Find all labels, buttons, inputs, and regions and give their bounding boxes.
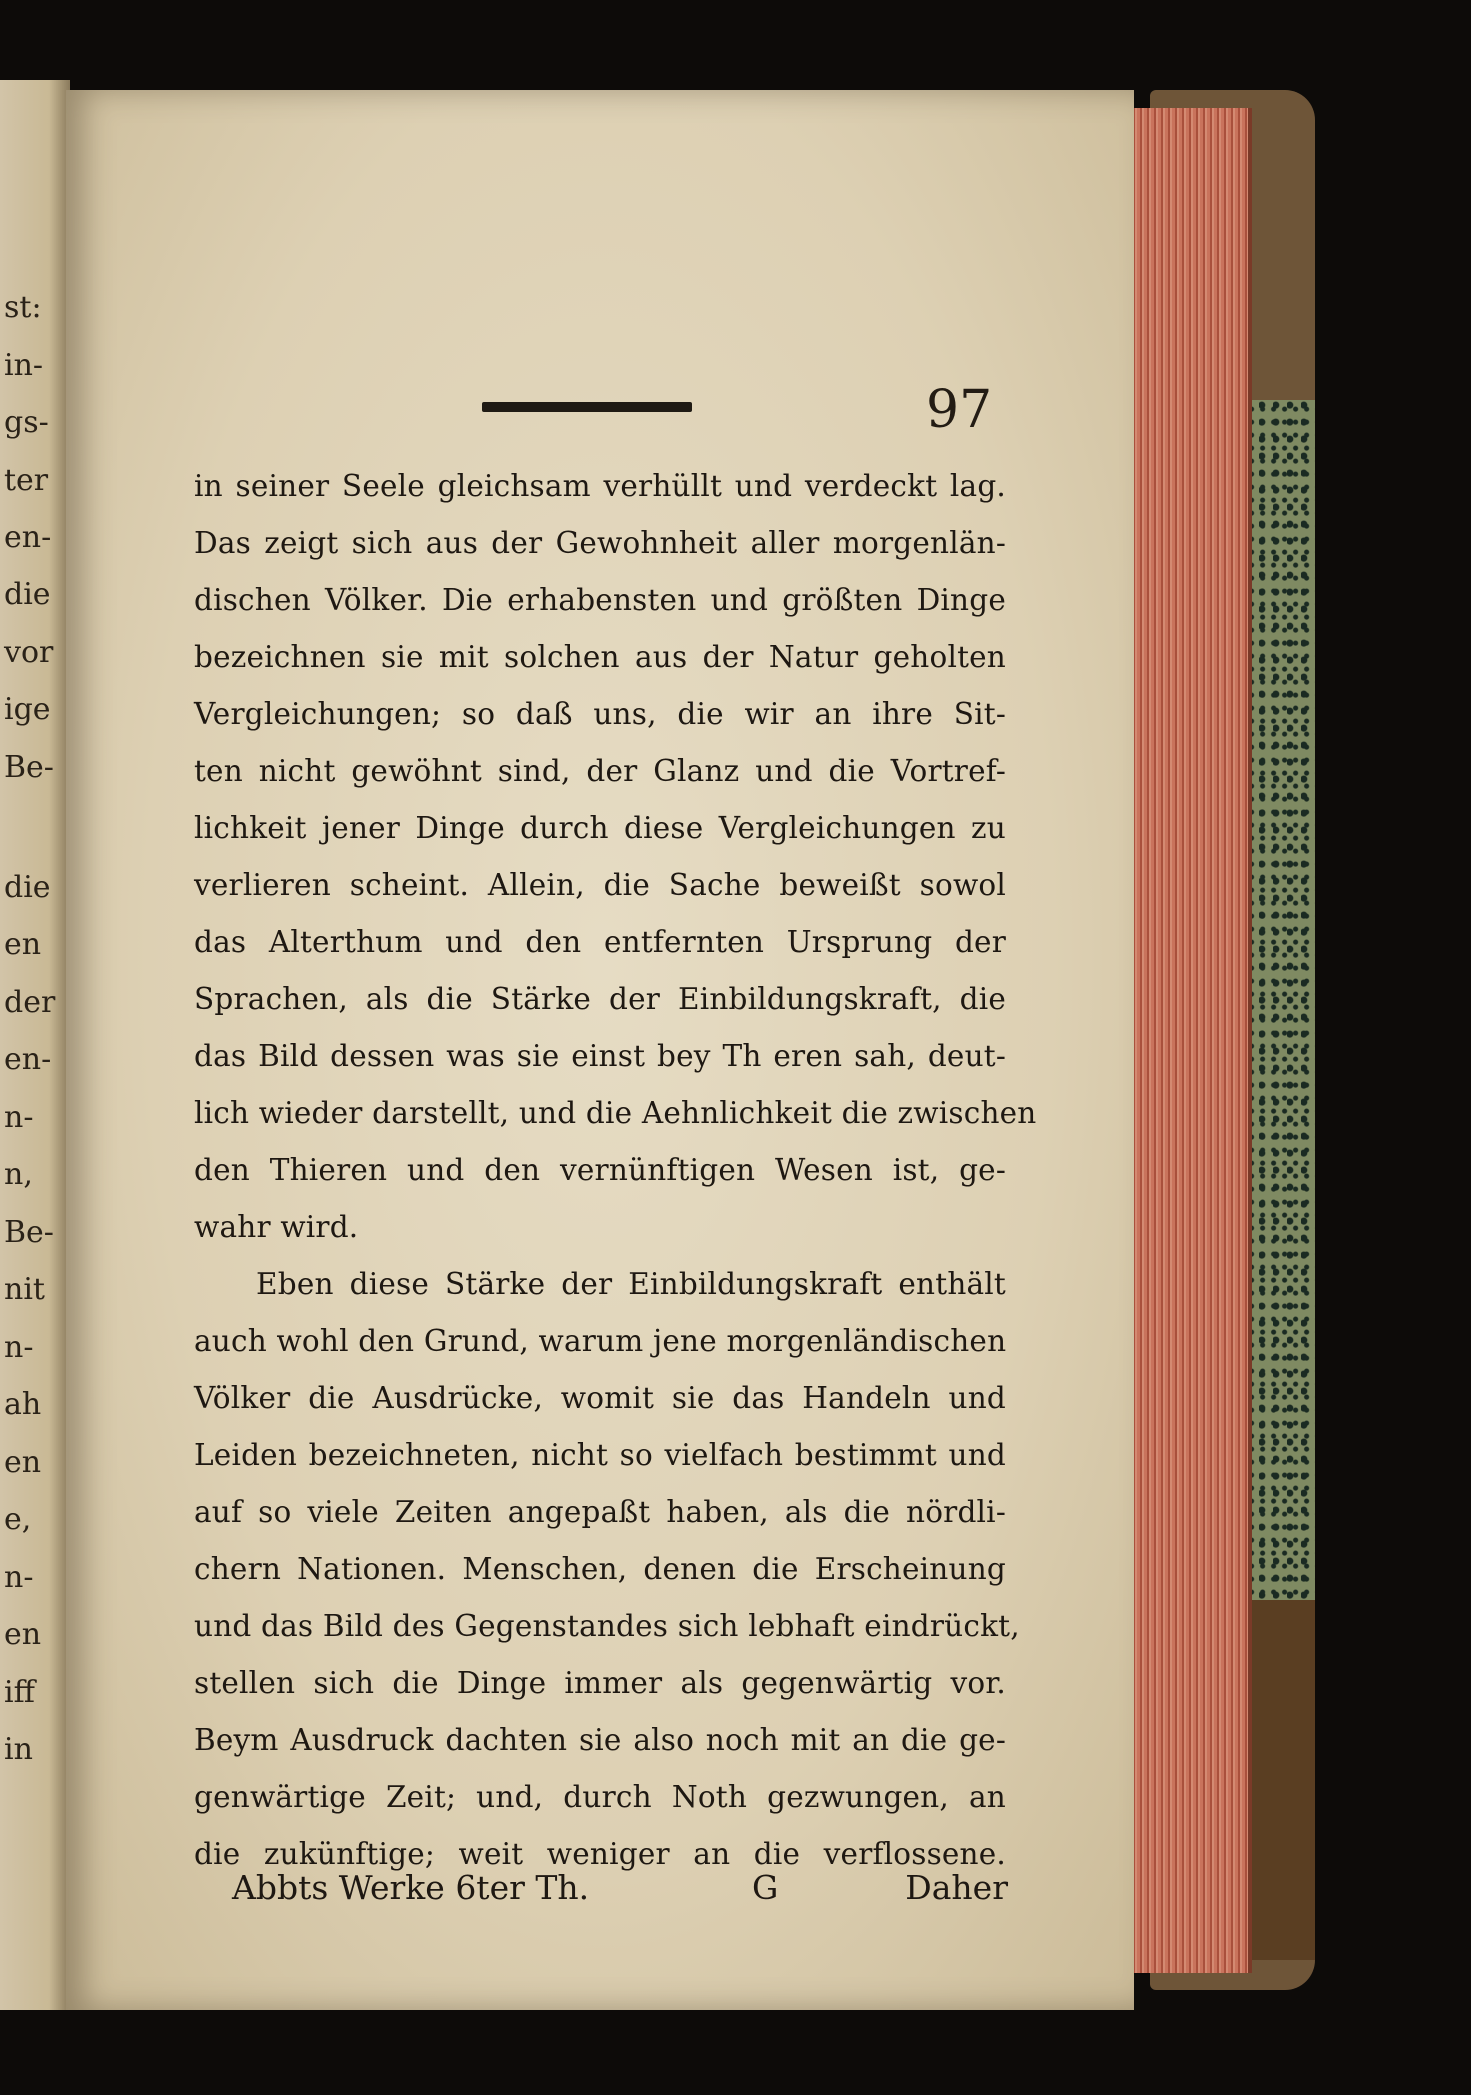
text-line: bezeichnen sie mit solchen aus der Natur geholten <box>194 640 1006 674</box>
body-text <box>194 458 1037 1883</box>
text-line: die zukünftige; weit weniger an die verflossene. <box>194 1837 1006 1871</box>
facing-page-fragment: e, <box>4 1502 32 1537</box>
text-line: Völker die Ausdrücke, womit sie das Handeln und <box>194 1381 1006 1415</box>
text-line: Vergleichungen; so daß uns, die wir an ihre Sit- <box>194 697 1006 731</box>
catchword: Daher <box>905 1868 1008 1907</box>
text-line: stellen sich die Dinge immer als gegenwärtig vor. <box>194 1666 1006 1700</box>
facing-page-fragment: en <box>4 1445 42 1480</box>
leather-corner <box>1245 1600 1315 1960</box>
facing-page-fragment: der <box>4 985 56 1020</box>
facing-page-fragment: n- <box>4 1330 34 1365</box>
text-line: lichkeit jener Dinge durch diese Vergleichungen zu <box>194 811 1006 845</box>
book-page <box>66 90 1134 2010</box>
text-line: den Thieren und den vernünftigen Wesen ist, ge- <box>194 1153 1006 1187</box>
facing-page-fragment: nit <box>4 1272 45 1307</box>
facing-page-fragment: in <box>4 1732 33 1767</box>
facing-page-fragment: ah <box>4 1387 42 1422</box>
facing-page-fragment: ter <box>4 463 49 498</box>
marbled-cover-board <box>1245 400 1315 1600</box>
facing-page-fragment: Be- <box>4 1215 54 1250</box>
facing-page-fragment: ige <box>4 692 51 727</box>
facing-page-fragment: en- <box>4 520 52 555</box>
text-line-paragraph-start: Eben diese Stärke der Einbildungskraft enthält <box>256 1267 1006 1301</box>
text-line: chern Nationen. Menschen, denen die Erscheinung <box>194 1552 1006 1586</box>
text-line: in seiner Seele gleichsam verhüllt und verdeckt lag. <box>194 469 1006 503</box>
facing-page-fragment: in- <box>4 348 44 383</box>
facing-page-fragment: n- <box>4 1560 34 1595</box>
text-line: auch wohl den Grund, warum jene morgenländischen <box>194 1324 1007 1358</box>
text-line: dischen Völker. Die erhabensten und größten Dinge <box>194 583 1006 617</box>
text-line: und das Bild des Gegenstandes sich lebhaft eindrückt, <box>194 1609 1020 1643</box>
facing-page-fragment: die <box>4 577 51 612</box>
text-line: das Bild dessen was sie einst bey Th eren sah, deut- <box>194 1039 1006 1073</box>
facing-page-fragment: Be- <box>4 750 54 785</box>
text-line: Beym Ausdruck dachten sie also noch mit an die ge- <box>194 1723 1006 1757</box>
facing-page-fragment: st: <box>4 290 42 325</box>
facing-page-fragment: en <box>4 927 42 962</box>
facing-page <box>0 80 70 2010</box>
text-line: Leiden bezeichneten, nicht so vielfach bestimmt und <box>194 1438 1006 1472</box>
facing-page-fragment: iff <box>4 1675 35 1710</box>
text-line: ten nicht gewöhnt sind, der Glanz und die Vortref- <box>194 754 1006 788</box>
text-line: Sprachen, als die Stärke der Einbildungskraft, die <box>194 982 1006 1016</box>
text-line: das Alterthum und den entfernten Ursprung der <box>194 925 1006 959</box>
sheet-mark: G <box>752 1868 779 1907</box>
facing-page-fragment: die <box>4 870 51 905</box>
facing-page-fragment: en- <box>4 1042 52 1077</box>
facing-page-fragment: en <box>4 1617 42 1652</box>
text-line: wahr wird. <box>194 1210 359 1244</box>
facing-page-fragment: gs- <box>4 405 49 440</box>
facing-page-fragment: n- <box>4 1100 34 1135</box>
text-line: genwärtige Zeit; und, durch Noth gezwungen, an <box>194 1780 1006 1814</box>
text-line: verlieren scheint. Allein, die Sache beweißt sowol <box>194 868 1006 902</box>
signature-line: Abbts Werke 6ter Th. <box>232 1868 590 1907</box>
red-page-edges <box>1130 108 1252 1973</box>
text-line: auf so viele Zeiten angepaßt haben, als die nördli- <box>194 1495 1006 1529</box>
facing-page-fragment: n, <box>4 1157 33 1192</box>
header-rule <box>482 402 692 412</box>
text-line: Das zeigt sich aus der Gewohnheit aller morgenlän- <box>194 526 1006 560</box>
facing-page-fragment: vor <box>4 635 54 670</box>
text-line: lich wieder darstellt, und die Aehnlichkeit die zwischen <box>194 1096 1037 1130</box>
page-number: 97 <box>926 380 993 440</box>
